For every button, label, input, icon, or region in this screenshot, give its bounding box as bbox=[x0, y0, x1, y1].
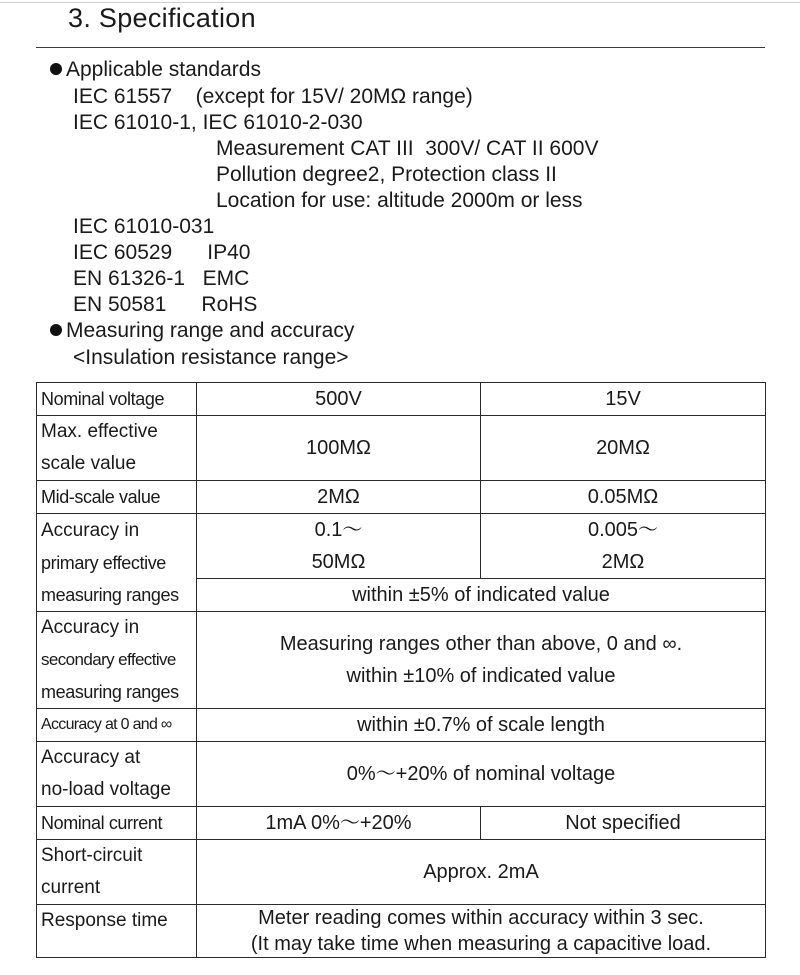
row-label bbox=[37, 742, 197, 807]
table-row bbox=[37, 514, 766, 579]
row-label bbox=[37, 612, 197, 709]
value-line: (It may take time when measuring a capacitive load. bbox=[250, 933, 712, 955]
label-line: Short-circuit bbox=[41, 845, 143, 866]
table-row bbox=[37, 481, 766, 514]
measuring-heading bbox=[50, 318, 354, 344]
secondary-accuracy bbox=[197, 612, 766, 709]
standard-line: IEC 60529 IP40 bbox=[73, 241, 251, 264]
cell-15v: 20MΩ bbox=[481, 416, 766, 481]
row-label: Mid-scale value bbox=[37, 481, 197, 514]
standard-line: IEC 61557 (except for 15V/ 20MΩ range) bbox=[73, 85, 473, 108]
value-line: within ±10% of indicated value bbox=[346, 665, 616, 687]
cell-500v: 1mA 0%〜+20% bbox=[197, 807, 481, 840]
bullet-icon bbox=[50, 324, 62, 336]
row-label bbox=[37, 514, 197, 612]
label-line: scale value bbox=[41, 453, 137, 474]
row-label: Accuracy at 0 and ∞ bbox=[37, 709, 197, 742]
cell-15v: Not specified bbox=[481, 807, 766, 840]
label-line: Accuracy in bbox=[41, 519, 140, 541]
table-row bbox=[37, 383, 766, 416]
table-row bbox=[37, 612, 766, 709]
label-line: secondary effective bbox=[41, 650, 176, 669]
cell-15v: 0.05MΩ bbox=[481, 481, 766, 514]
table-row bbox=[37, 742, 766, 807]
primary-accuracy: within ±5% of indicated value bbox=[197, 579, 766, 612]
range-start: 0.1〜 bbox=[314, 519, 363, 541]
measuring-subheading: <Insulation resistance range> bbox=[73, 346, 349, 369]
standard-line: IEC 61010-031 bbox=[73, 215, 215, 238]
label-line: current bbox=[41, 877, 101, 898]
label-line: measuring ranges bbox=[41, 682, 179, 702]
row-label: Nominal voltage bbox=[37, 383, 197, 416]
label-line: primary effective bbox=[41, 552, 166, 573]
short-circuit-value: Approx. 2mA bbox=[197, 840, 766, 905]
range-end: 50MΩ bbox=[311, 551, 366, 573]
range-end: 2MΩ bbox=[601, 551, 645, 573]
row-label: Response time bbox=[37, 905, 197, 958]
title-rule bbox=[36, 47, 765, 48]
cell-15v bbox=[481, 514, 766, 579]
label-line: Accuracy at bbox=[41, 747, 141, 768]
cell-500v: 2MΩ bbox=[197, 481, 481, 514]
value-line: Meter reading comes within accuracy within 3 sec. bbox=[258, 907, 704, 929]
table-row bbox=[37, 840, 766, 905]
table-row bbox=[37, 807, 766, 840]
no-load-accuracy: 0%〜+20% of nominal voltage bbox=[197, 742, 766, 807]
standard-line: Pollution degree2, Protection class II bbox=[216, 163, 557, 186]
row-label bbox=[37, 416, 197, 481]
standard-line: EN 61326-1 EMC bbox=[73, 267, 250, 290]
table-row bbox=[37, 709, 766, 742]
section-title: 3. Specification bbox=[68, 3, 256, 33]
standards-heading bbox=[50, 57, 261, 83]
row-label bbox=[37, 840, 197, 905]
table-row bbox=[37, 905, 766, 958]
value-line: Measuring ranges other than above, 0 and ∞. bbox=[279, 633, 683, 655]
measuring-heading-text: Measuring range and accuracy bbox=[66, 319, 355, 342]
cell-15v: 15V bbox=[481, 383, 766, 416]
range-start: 0.005〜 bbox=[587, 519, 659, 541]
cell-500v: 500V bbox=[197, 383, 481, 416]
standards-heading-text: Applicable standards bbox=[66, 58, 261, 81]
spec-table bbox=[36, 382, 766, 958]
standard-line: Measurement CAT III 300V/ CAT II 600V bbox=[216, 137, 599, 160]
response-time-value bbox=[197, 905, 766, 958]
scale-accuracy: within ±0.7% of scale length bbox=[197, 709, 766, 742]
label-line: Max. effective bbox=[41, 421, 158, 442]
label-line: no-load voltage bbox=[41, 779, 171, 800]
standard-line: EN 50581 RoHS bbox=[73, 293, 258, 316]
label-line: Accuracy in bbox=[41, 617, 140, 638]
cell-500v: 100MΩ bbox=[197, 416, 481, 481]
cell-500v bbox=[197, 514, 481, 579]
standard-line: IEC 61010-1, IEC 61010-2-030 bbox=[73, 111, 363, 134]
label-line: measuring ranges bbox=[41, 584, 179, 605]
table-row bbox=[37, 416, 766, 481]
row-label: Nominal current bbox=[37, 807, 197, 840]
standard-line: Location for use: altitude 2000m or less bbox=[216, 189, 583, 212]
bullet-icon bbox=[50, 63, 62, 75]
